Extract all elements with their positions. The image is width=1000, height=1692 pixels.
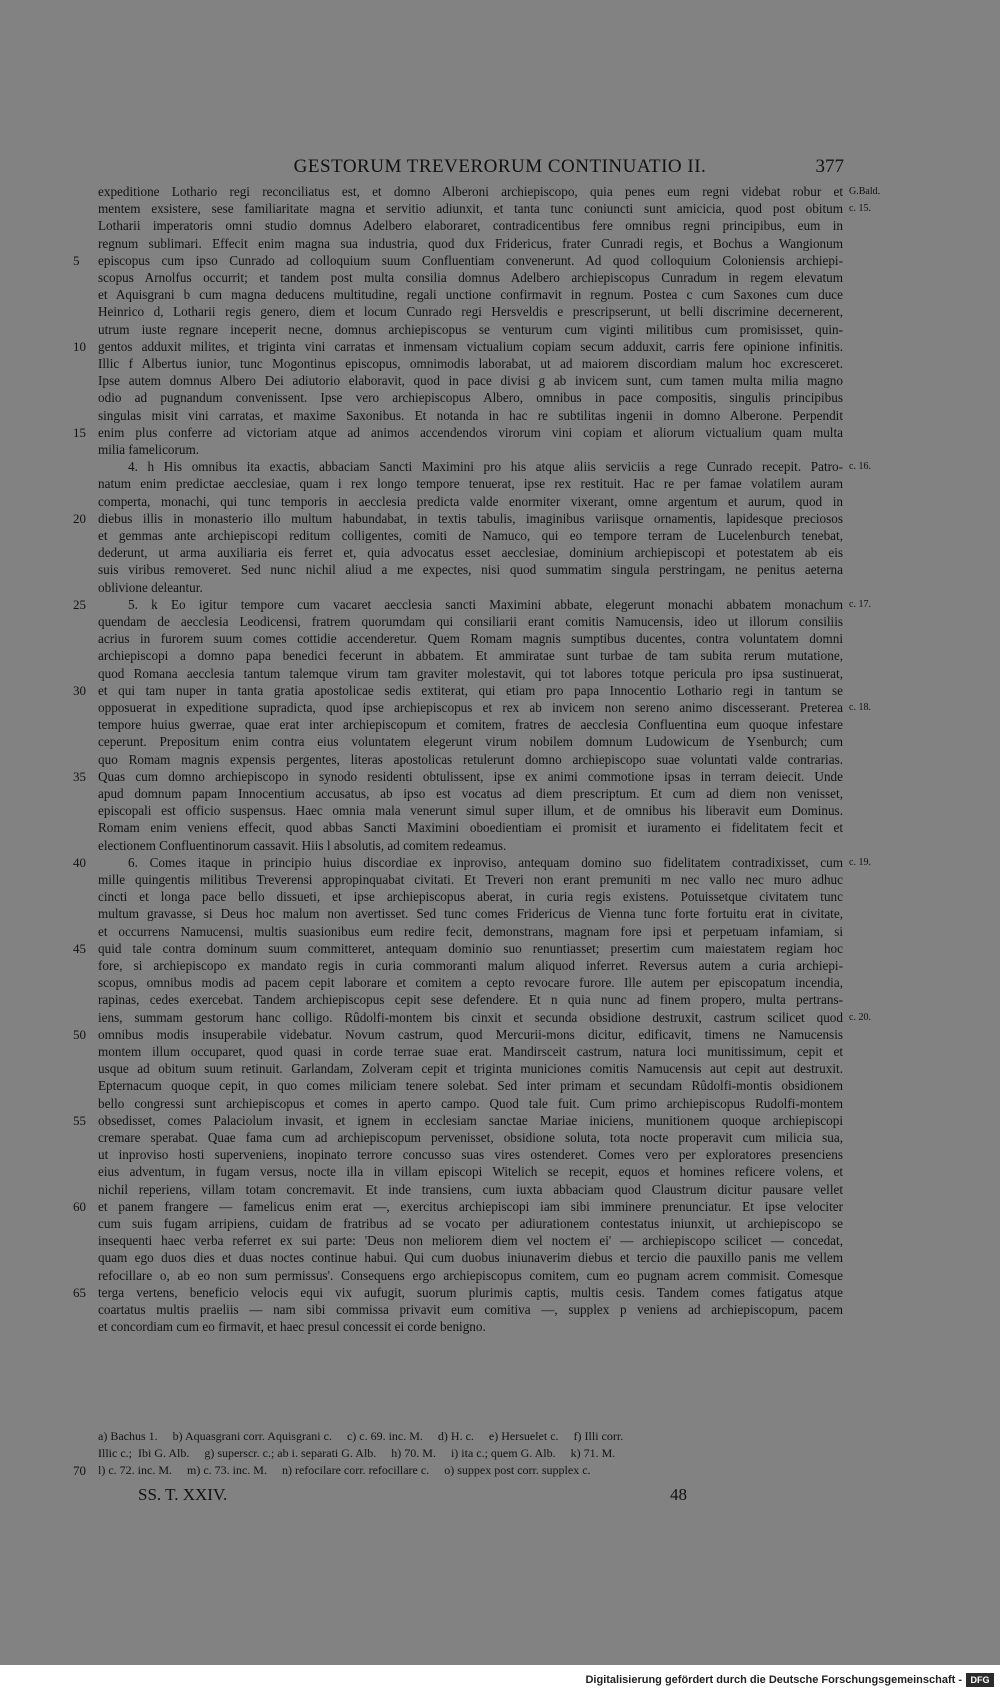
text-line: quod Romana aecclesia tantum talemque virum tam graviter molestavit, qui tot labores totque pericula pro ipsa sustinuerat, — [98, 665, 843, 681]
text-line: tempore huius gwerrae, quae erat inter archiepiscopum et comitem, fratres de aecclesia Confluentina eum quoque infestare — [98, 717, 843, 733]
text-line: fore, si archiepiscopo ex mandato regis in curia commoranti malum aliquod inferret. Reversus autem a curia archiepi- — [98, 958, 843, 973]
text-line: mentem exsistere, sese familiaritate magna et servitio adiunxit, et tanta tunc coniuncti sunt amicicia, quod post obitum — [98, 201, 843, 217]
line-number: 10 — [73, 338, 86, 354]
text-line: cincti et longa pace bello dissueti, et ipse archiepiscopus aberat, in curia regis existens. Potuissetque civitatem tunc — [98, 889, 843, 905]
line-number: 60 — [73, 1198, 86, 1214]
line-number: 40 — [73, 854, 86, 870]
text-line: ut inproviso hosti superveniens, inopinato terrore concusso suas vires ostenderet. Comes vero per exploratores presenciens — [98, 1147, 843, 1163]
text-line: cum suis fugam arripiens, cuidam de fratribus ad se vocato per adiurationem contestatus iniunxit, ut archiepiscopo se — [98, 1216, 843, 1231]
text-line: 4. h His omnibus ita exactis, abbaciam Sancti Maximini pro his atque aliis serviciis a rege Cunrado recepit. Patro- — [128, 459, 843, 475]
text-line: nichil reperiens, villam totam concremavit. Et inde transiens, cum iuxta abbaciam quod Claustrum dicitur pausare vellet — [98, 1181, 843, 1197]
text-line: scopus Arnolfus occurrit; et tandem post multa consilia domnus Adelbero archiepiscopus Cunradum in regem elevatum — [98, 270, 843, 285]
text-line: multum gravasse, si Deus hoc malum non avertisset. Sed tunc comes Fridericus de Vienna tunc forte fortuitu erat in civitate, — [98, 906, 843, 922]
text-line: milia famelicorum. — [98, 442, 200, 457]
text-line: mille quingentis militibus Treverensi appropinquabat civitati. Et Treveri non erant premuniti m nec vallo nec muro adhuc — [98, 872, 843, 887]
line-number: 25 — [73, 596, 86, 612]
margin-note: c. 16. — [849, 461, 871, 473]
text-line: enim plus conferre ad victoriam atque ad animos accendendos virorum vini copiam et aliorum victualium quam multa — [98, 424, 843, 440]
text-line: obsedisset, comes Palaciolum invasit, et ignem in ecclesiam sanctae Mariae iniciens, munitionem quoque archiepiscopi — [98, 1112, 843, 1128]
text-line: quid tale contra dominum suum committeret, antequam dominio suo renuntiasset; presertim cum maiestatem regiam hoc — [98, 940, 843, 956]
text-line: ceperunt. Prepositum enim contra eius voluntatem elegerunt virum nobilem domnum Ludowicum de Ysenburch; cum — [98, 734, 843, 750]
margin-note: c. 17. — [849, 598, 871, 610]
text-line: rapinas, cedes exercebat. Tandem archiepiscopus cepit sese defendere. Et n quia nunc ad finem propero, multa pertrans- — [98, 992, 843, 1008]
text-line: Lotharii imperatoris omni studio domnus Adelbero elaboraret, contradicentibus fere omnibus regni principibus, eum in — [98, 218, 843, 234]
footnote-line: a) Bachus 1. b) Aquasgrani corr. Aquisgrani c. c) c. 69. inc. M. d) H. c. e) Hersuelet c. f) Illi corr. — [98, 1429, 624, 1443]
text-line: singulas misit vini carratas, et maxime Saxonibus. Et notanda in hac re subtilitas ingenii in domno Alberone. Perpendit — [98, 407, 843, 423]
text-line: episcopus cum ipso Cunrado ad colloquium suum Confluentiam convenerunt. Ad quod colloquium Coloniensis archiepi- — [98, 252, 843, 268]
margin-note: c. 18. — [849, 702, 871, 713]
margin-note: c. 20. — [849, 1011, 871, 1023]
text-line: suis viribus removeret. Sed nunc nichil aliud a me expectes, nisi quod summatim singula perstringam, ne penitus aeterna — [98, 562, 843, 578]
text-line: 6. Comes itaque in principio huius discordiae ex inproviso, antequam domino suo fidelitatem contradixisset, cum — [128, 854, 843, 870]
dfg-logo-icon: DFG — [966, 1673, 994, 1687]
text-line: acrius in furorem suum comes cottidie accenderetur. Quem Romam magnis sumptibus ducentes, contra voluntatem domni — [98, 631, 843, 647]
text-line: gentos adduxit milites, et triginta vini carratas et inmensam victualium copiam secum adduxit, carris fere opinione infinitis. — [98, 338, 843, 354]
text-line: comperta, monachi, qui tunc temporis in aecclesia predicta valde enormiter vixerant, omne argentum et aurum, quod in — [98, 493, 843, 509]
text-line: odio ad pugnandum convenissent. Ipse vero archiepiscopus Albero, omnibus in pace compositis, singulis principibus — [98, 390, 843, 406]
footnote-line: l) c. 72. inc. M. m) c. 73. inc. M. n) refocilare corr. refocillare c. o) suppex post corr. supplex c. — [98, 1463, 591, 1477]
text-line: quendam de aecclesia Leodicensi, fratrem quorumdam qui consiliarii erant comitis Namucensis, ideo ut illorum consiliis — [98, 614, 843, 629]
text-line: cremare sperabat. Quae fama cum ad archiepiscopum pervenisset, obsidione soluta, tota nocte properavit cum milicia sua, — [98, 1130, 843, 1145]
text-line: Heinrico d, Lotharii regis genero, diem et locum Cunrado regi Hersveldis e prescripserunt, ut belli discrimine decernerent, — [98, 304, 843, 320]
text-line: montem illum occuparet, quod quasi in corde terrae suae erat. Mandirsceit castrum, natura loci munitissimum, cepit et — [98, 1044, 843, 1059]
line-number: 20 — [73, 510, 86, 526]
line-number: 15 — [73, 424, 86, 440]
line-number: 50 — [73, 1026, 86, 1042]
text-line: et panem frangere — famelicus enim erat —, exercitus archiepiscopi iam sibi imminere prenunciatur. Et ipse velociter — [98, 1198, 843, 1214]
text-line: bello congressi sunt archiepiscopus et comes in aperto campo. Quod tale fuit. Cum primo archiepiscopus Rudolfi-montem — [98, 1095, 843, 1111]
text-line: et concordiam cum eo firmavit, et haec presul concessit ei corde benigno. — [98, 1319, 486, 1335]
funding-notice: Digitalisierung gefördert durch die Deutsche Forschungsgemeinschaft - — [585, 1674, 962, 1686]
text-line: utrum iuste regnare inceperit necne, domnus archiepiscopus se venturum cum viginti militibus cum promisisset, quin- — [98, 321, 843, 337]
text-line: et gemmas ante archiepiscopi reditum colligentes, comiti de Namuco, qui eo tempore terram de Lucelenburch tenebat, — [98, 528, 843, 543]
text-line: omnibus modis insuperabile videbatur. Novum castrum, quod Mercurii-mons dicitur, edificavit, timens ne Namucensis — [98, 1026, 843, 1042]
running-head-title: GESTORUM TREVERORUM CONTINUATIO II. — [293, 156, 707, 177]
line-number: 65 — [73, 1284, 86, 1300]
text-line: eius adventum, in fugam versus, nocte illa in villam episcopi Witelich se recepit, equos et homines reficere volens, et — [98, 1164, 843, 1180]
text-line: Illic f Albertus iunior, tunc Mogontinus episcopus, omnimodis laborabat, ut ad maiorem discordiam malum hoc excresceret. — [98, 356, 843, 371]
margin-note: c. 19. — [849, 856, 871, 868]
text-line: insequenti haec verba referret ex sui parte: 'Deus non meliorem diem vel noctem ei' — archiepiscopo scilicet — concedat, — [98, 1233, 843, 1249]
text-line: archiepiscopi a domno papa benedici fecerunt in abbatem. Et ammiratae sunt turbae de tam subita rerum mutatione, — [98, 648, 843, 664]
text-line: quo Romam magnis expensis pergentes, literas apostolicas retulerunt domno archiepiscopo suae voluntati valde contrarias. — [98, 751, 843, 767]
text-line: Romam enim veniens effecit, quod abbas Sancti Maximini oboedientiam ei promisit et iuramento ei fidelitatem fecit et — [98, 820, 843, 836]
text-line: oblivione deleantur. — [98, 579, 203, 595]
line-number: 35 — [73, 768, 86, 784]
text-line: dederunt, ut arma auxiliaria eis ferret et, quia advocatus esset aecclesiae, dominium archiepiscopi et potestatem ab eis — [98, 545, 843, 561]
page-number: 377 — [815, 156, 844, 177]
text-line: expeditione Lothario regi reconciliatus est, et domno Alberoni archiepiscopo, quia penes eum regni videbat robur et — [98, 184, 843, 199]
text-line: electionem Confluentinorum cassavit. Hiis l absolutis, ad comitem redeamus. — [98, 837, 507, 853]
text-line: scopus, omnibus modis ad pacem cepit laborare et comitem a cepto revocare furore. Ille autem per episcopatum incendia, — [98, 975, 843, 991]
text-line: apud domnum papam Innocentium accusatus, ab ipso est vocatus ad diem prescriptum. Et cum ad diem non venisset, — [98, 786, 843, 801]
line-number: 55 — [73, 1112, 86, 1128]
text-line: coartatus multis praeliis — nam sibi commissa privavit eum comitiva —, supplex p veniens ad archiepiscopum, pacem — [98, 1302, 843, 1317]
text-line: regnum sublimari. Effecit enim magna sua industria, quod dux Fridericus, frater Cunradi regis, et Bochus a Wangionum — [98, 235, 843, 251]
signature-sheet: 48 — [670, 1485, 687, 1504]
text-line: refocillare o, ab eo non sum permissus'. Consequens ergo archiepiscopus comitem, cum eo pugnam acrem commisit. Comesque — [98, 1267, 843, 1283]
text-line: et qui tam nuper in tanta gratia apostolicae sedis extiterat, qui etiam pro papa Innocentio Lothario regi in tantum se — [98, 682, 843, 698]
margin-note: c. 15. — [849, 203, 871, 215]
text-line: usque ad obitum suum retinuit. Garlandam, Zolveram cepit et triginta municiones comitis Namucensis aut cepit aut destruxit. — [98, 1061, 843, 1077]
line-number: 5 — [73, 252, 80, 268]
footnote-line: Illic c.; Ibi G. Alb. g) superscr. c.; ab i. separati G. Alb. h) 70. M. i) ita c.; quem G. Alb. k) 71. M. — [98, 1446, 616, 1460]
text-line: et occurrens Namucensi, multis suasionibus eum redire fecit, demonstrans, magnam fore ipsi et perpetuam infamiam, si — [98, 923, 843, 939]
margin-note: G.Bald. — [849, 186, 881, 197]
text-line: opposuerat in expeditione supradicta, quod ipse archiepiscopus et rex ab invicem non sereno animo discesserant. Preterea — [98, 700, 843, 715]
line-number: 30 — [73, 682, 86, 698]
text-line: episcopali est officio suspensus. Haec omnia mala venerunt simul super illum, et de omnibus his liberavit eum Dominus. — [98, 803, 843, 819]
text-line: diebus illis in monasterio illo multum habundabat, in textis tabulis, imaginibus variisque ornamentis, lapidesque preciosos — [98, 510, 843, 526]
signature-volume: SS. T. XXIV. — [138, 1485, 228, 1504]
text-line: 5. k Eo igitur tempore cum vacaret aecclesia sancti Maximini abbate, elegerunt monachi abbatem monachum — [128, 596, 843, 612]
text-line: et Aquisgrani b cum magna deducens multitudine, regali unctione confirmavit in regnum. Postea c cum Saxones cum duce — [98, 287, 843, 303]
line-number: 45 — [73, 940, 86, 956]
text-line: natum enim predictae aecclesiae, quam i rex longo tempore tenuerat, ipse rex restituit. Hac re per famae volatilem auram — [98, 476, 843, 492]
line-number: 70 — [73, 1463, 86, 1478]
text-line: Quas cum domno archiepiscopo in synodo residenti obtulissent, ipse ex animi commotione ipsas in terram deiecit. Unde — [98, 768, 843, 784]
text-line: quam ego duos dies et duas noctes continue habui. Qui cum duobus iniunaverim diebus et tercio die pauxillo panis me vellem — [98, 1250, 843, 1266]
text-line: Ipse autem domnus Albero Dei adiutorio elaboravit, quod in pace divisi g ab invicem sunt, cum tamen multa milia magno — [98, 373, 843, 389]
text-line: iens, summam gestorum hanc colligo. Rûdolfi-montem bis cinxit et secunda obsidione destruxit, castrum scilicet quod — [98, 1009, 843, 1025]
text-line: Epternacum quoque cepit, in quo comes miliciam tenere solebat. Sed inter primam et secundam Rûdolfi-montis obsidionem — [98, 1078, 843, 1094]
text-line: terga vertens, beneficio velocis equi vix aufugit, suorum plurimis captis, multis cesis. Tandem comes fatigatus atque — [98, 1284, 843, 1300]
